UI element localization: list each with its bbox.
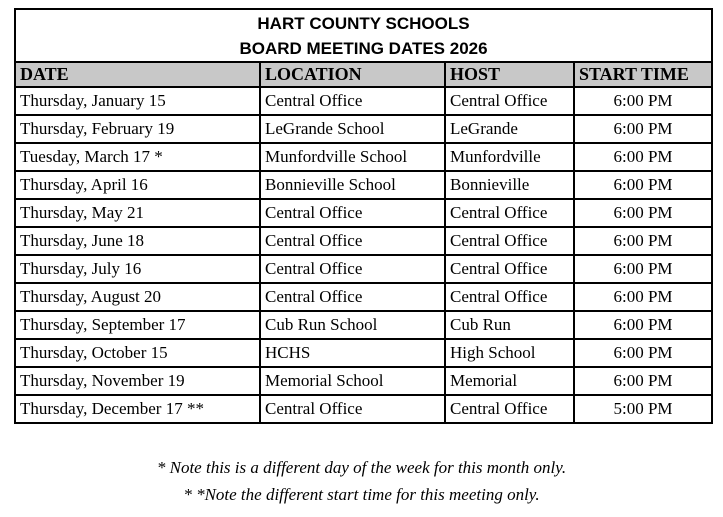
cell-location: Central Office <box>260 199 445 227</box>
board-meeting-table <box>14 8 713 424</box>
cell-date: Thursday, August 20 <box>15 283 260 311</box>
column-header-host: HOST <box>445 62 574 87</box>
cell-location: LeGrande School <box>260 115 445 143</box>
column-header-start-time: START TIME <box>574 62 712 87</box>
cell-start-time: 5:00 PM <box>574 395 712 423</box>
cell-location: Central Office <box>260 227 445 255</box>
cell-host: Memorial <box>445 367 574 395</box>
cell-date: Thursday, June 18 <box>15 227 260 255</box>
cell-location: Bonnieville School <box>260 171 445 199</box>
cell-date: Thursday, November 19 <box>15 367 260 395</box>
cell-date: Thursday, October 15 <box>15 339 260 367</box>
cell-date: Thursday, July 16 <box>15 255 260 283</box>
table-row <box>15 199 712 227</box>
cell-start-time: 6:00 PM <box>574 367 712 395</box>
header-row <box>15 62 712 87</box>
cell-location: Central Office <box>260 395 445 423</box>
column-header-date: DATE <box>15 62 260 87</box>
cell-host: Central Office <box>445 283 574 311</box>
cell-start-time: 6:00 PM <box>574 171 712 199</box>
table-row <box>15 339 712 367</box>
cell-host: Central Office <box>445 227 574 255</box>
cell-date: Thursday, December 17 ** <box>15 395 260 423</box>
cell-host: High School <box>445 339 574 367</box>
cell-date: Thursday, May 21 <box>15 199 260 227</box>
cell-host: Central Office <box>445 255 574 283</box>
cell-date: Thursday, April 16 <box>15 171 260 199</box>
cell-date: Tuesday, March 17 * <box>15 143 260 171</box>
cell-location: HCHS <box>260 339 445 367</box>
cell-location: Memorial School <box>260 367 445 395</box>
table-row <box>15 283 712 311</box>
cell-host: Munfordville <box>445 143 574 171</box>
table-row <box>15 227 712 255</box>
cell-host: Bonnieville <box>445 171 574 199</box>
cell-host: LeGrande <box>445 115 574 143</box>
table-row <box>15 143 712 171</box>
cell-host: Central Office <box>445 395 574 423</box>
cell-host: Central Office <box>445 199 574 227</box>
cell-location: Central Office <box>260 255 445 283</box>
table-row <box>15 367 712 395</box>
cell-start-time: 6:00 PM <box>574 87 712 115</box>
cell-location: Munfordville School <box>260 143 445 171</box>
table-row <box>15 115 712 143</box>
table-row <box>15 255 712 283</box>
cell-start-time: 6:00 PM <box>574 283 712 311</box>
cell-start-time: 6:00 PM <box>574 255 712 283</box>
title-line-1: HART COUNTY SCHOOLS <box>257 13 470 33</box>
cell-start-time: 6:00 PM <box>574 143 712 171</box>
cell-start-time: 6:00 PM <box>574 339 712 367</box>
footnotes <box>0 454 723 508</box>
title-row <box>15 9 712 62</box>
cell-start-time: 6:00 PM <box>574 227 712 255</box>
cell-host: Central Office <box>445 87 574 115</box>
cell-location: Cub Run School <box>260 311 445 339</box>
cell-location: Central Office <box>260 87 445 115</box>
column-header-location: LOCATION <box>260 62 445 87</box>
title-line-2: BOARD MEETING DATES 2026 <box>239 38 488 58</box>
table-row <box>15 171 712 199</box>
footnote-1: * Note this is a different day of the week for this month only. <box>156 458 567 477</box>
table-row <box>15 395 712 423</box>
table-body <box>15 87 712 423</box>
table-title <box>15 9 712 62</box>
cell-start-time: 6:00 PM <box>574 311 712 339</box>
cell-host: Cub Run <box>445 311 574 339</box>
cell-date: Thursday, September 17 <box>15 311 260 339</box>
cell-start-time: 6:00 PM <box>574 115 712 143</box>
footnote-2: * *Note the different start time for this meeting only. <box>183 485 540 504</box>
table-row <box>15 311 712 339</box>
cell-location: Central Office <box>260 283 445 311</box>
cell-start-time: 6:00 PM <box>574 199 712 227</box>
table-row <box>15 87 712 115</box>
cell-date: Thursday, January 15 <box>15 87 260 115</box>
cell-date: Thursday, February 19 <box>15 115 260 143</box>
